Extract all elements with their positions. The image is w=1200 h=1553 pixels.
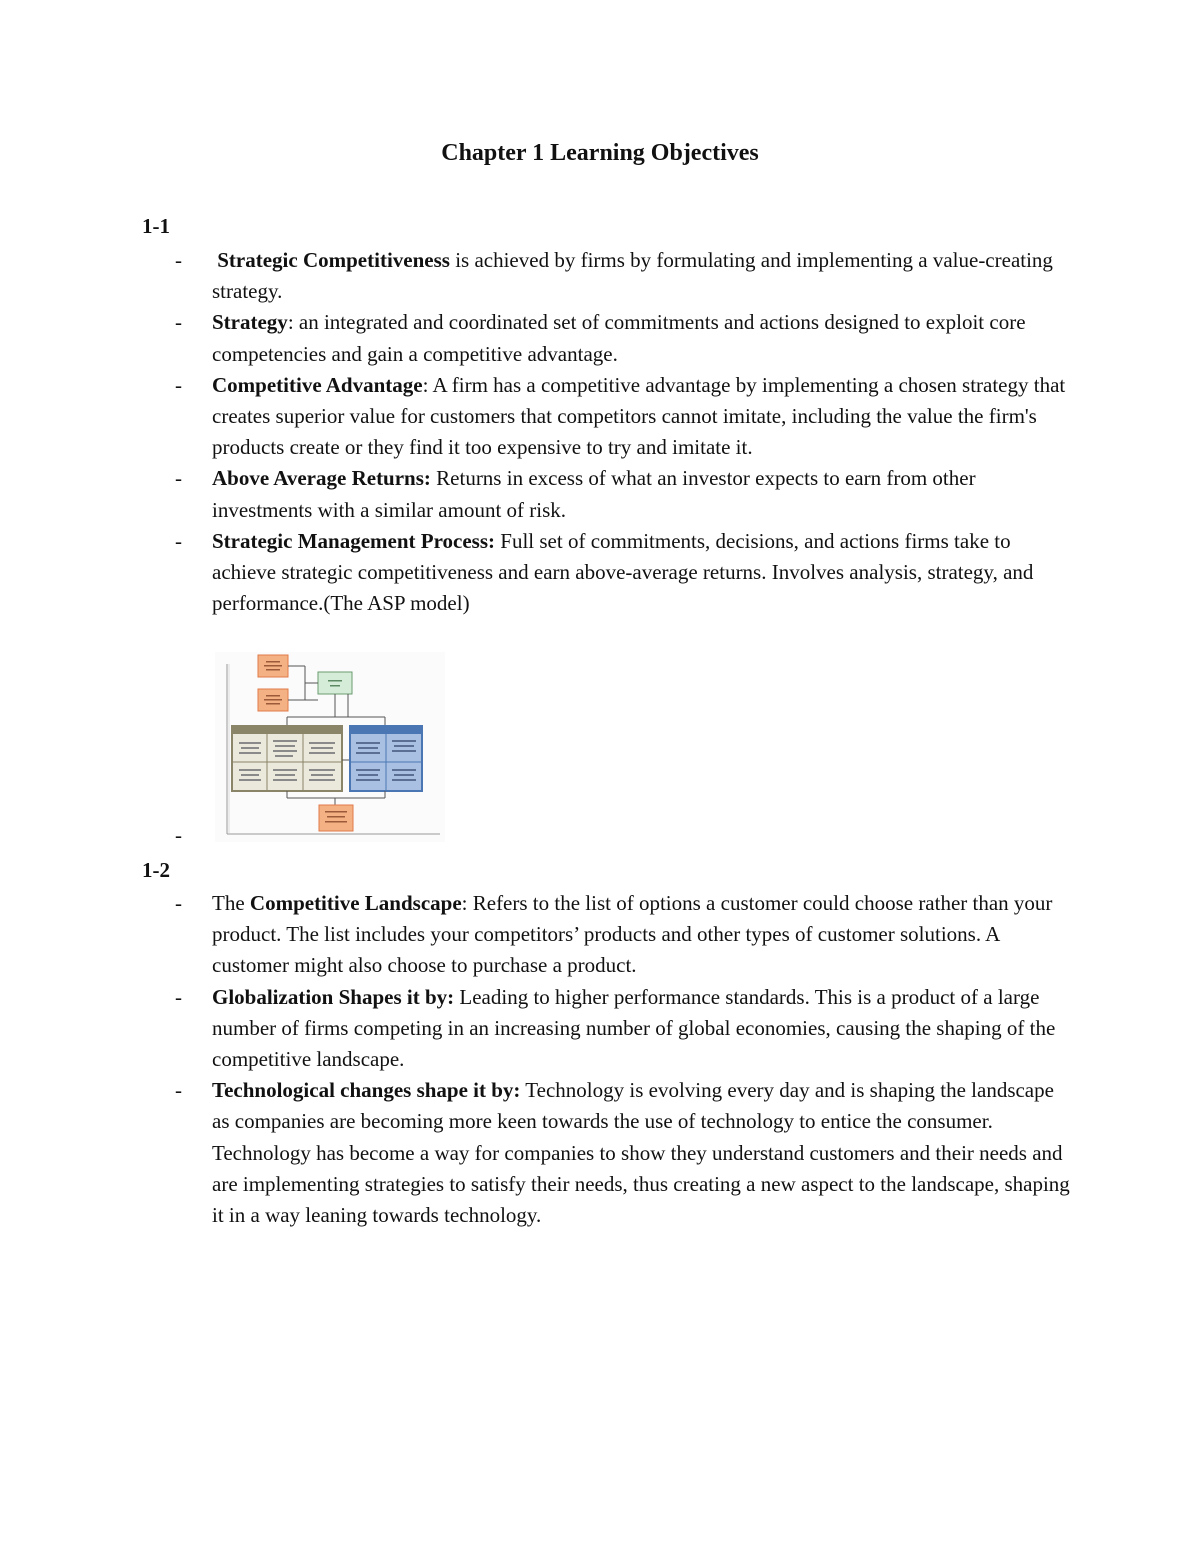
definition: : an integrated and coordinated set of commitments and actions designed to exploit core competencies and gain a competitive advantage.: [212, 310, 1026, 366]
bullet-dash: -: [175, 1078, 182, 1103]
bullet-dash: -: [175, 466, 182, 491]
list-item: [0, 370, 1072, 464]
definition: : A firm has a competitive advantage by implementing a chosen strategy that creates superior value for customers that competitors cannot imitate, including the value the firm's products create or they find it too expensive to try and imitate it.: [212, 372, 1066, 460]
term: Strategic Management Process:: [212, 528, 496, 553]
term: Competitive Advantage: [212, 372, 423, 397]
list-item: [0, 1075, 1072, 1231]
section-heading-1-1: 1-1: [142, 214, 170, 238]
bullet-dash-empty: -: [175, 823, 182, 847]
term: Strategy: [212, 310, 288, 335]
list-item: [0, 888, 1072, 982]
term: Strategic Competitiveness: [217, 248, 450, 272]
definition: Returns in excess of what an investor expects to earn from other investments with a similar amount of risk.: [212, 466, 976, 522]
definition: is achieved by firms by formulating and implementing a value-creating strategy.: [212, 248, 1053, 304]
bullet-dash: -: [175, 984, 182, 1009]
page-title: Chapter 1 Learning Objectives: [441, 140, 759, 166]
section-1-2-list: [0, 888, 1072, 1231]
definition: : Refers to the list of options a customer could choose rather than your product. The list includes your competitors’ products and other types of customer solutions. A customer might also choose to purchase a product.: [212, 891, 1053, 978]
section-1-1-list: [0, 245, 1072, 619]
definition: Leading to higher performance standards. This is a product of a large number of firms competing in an increasing number of global economies, causing the shaping of the competitive landscape.: [212, 984, 1056, 1072]
asp-model-diagram: [215, 652, 445, 842]
prefix: The: [212, 891, 250, 915]
term: Above Average Returns:: [212, 466, 431, 491]
list-item: [0, 463, 1072, 525]
list-item: [0, 245, 1072, 307]
definition: Technology is evolving every day and is shaping the landscape as companies are becoming more keen towards the use of technology to entice the consumer. Technology has become a way for companies to show they understand customers and their needs and are implementing strategies to satisfy their needs, thus creating a new aspect to the landscape, shaping it in a way leaning towards technology.: [212, 1078, 1070, 1228]
list-item: [0, 526, 1072, 620]
bullet-dash: -: [175, 248, 182, 272]
term: Globalization Shapes it by:: [212, 984, 455, 1009]
term: Technological changes shape it by:: [212, 1078, 521, 1103]
definition: Full set of commitments, decisions, and actions firms take to achieve strategic competitiveness and earn above-average returns. Involves analysis, strategy, and performance.(The ASP model): [212, 528, 1034, 616]
bullet-dash: -: [175, 372, 182, 397]
term: Competitive Landscape: [249, 891, 462, 915]
list-item: [0, 982, 1072, 1076]
section-heading-1-2: 1-2: [142, 858, 170, 882]
list-item: [0, 307, 1072, 369]
asp-model-diagram-figure: [215, 652, 445, 842]
bullet-dash: -: [175, 310, 182, 335]
bullet-dash: -: [175, 528, 182, 553]
bullet-dash: -: [175, 891, 182, 915]
